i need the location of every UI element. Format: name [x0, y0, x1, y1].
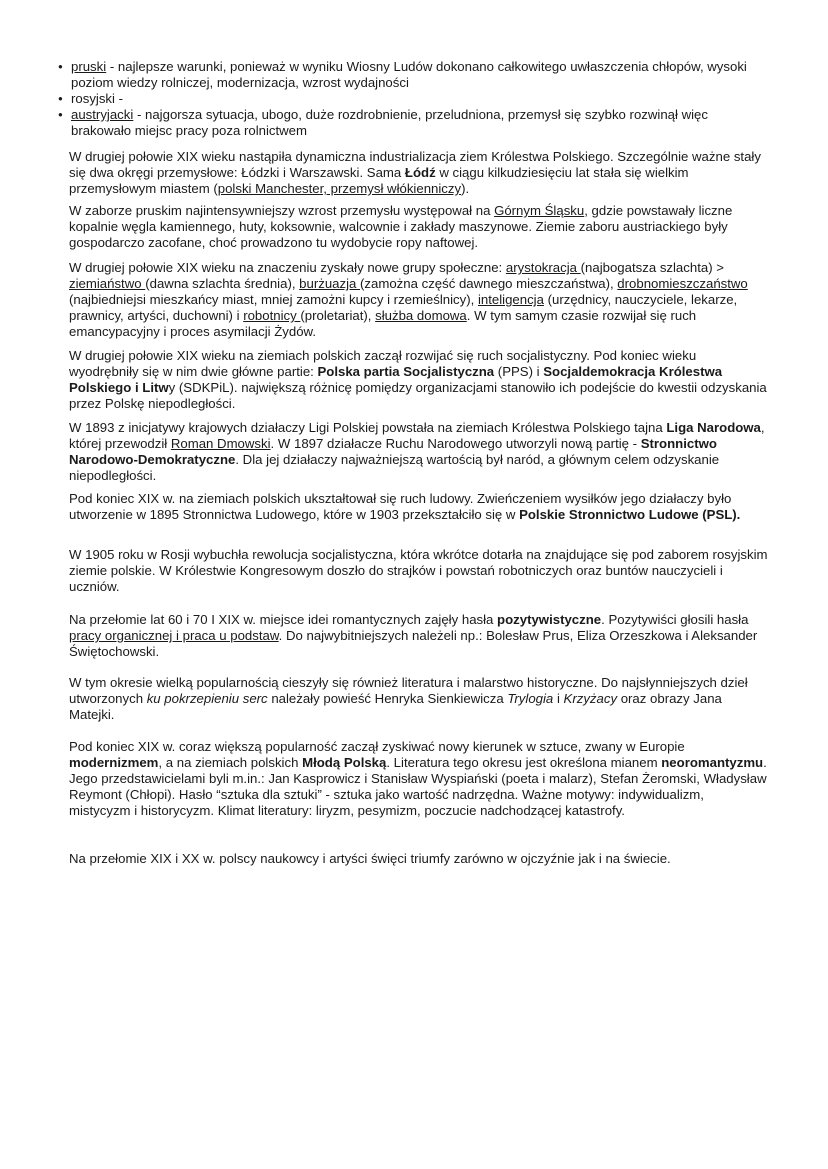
paragraph-peasant-movement: Pod koniec XIX w. na ziemiach polskich ukształtował się ruch ludowy. Zwieńczeniem wysiłków jego działaczy było utworzenie w 1895 Stronnictwa Ludowego, które w 1903 przekształciło się w Polskie Stronnictwo Ludowe (PSL).: [69, 491, 741, 522]
paragraph-prussian-industry: W zaborze pruskim najintensywniejszy wzrost przemysłu występował na Górnym Śląsku, gdzie powstawały liczne kopalnie węgla kamiennego, huty, koksownie, walcownie i zakłady maszynowe. Ziemie zaboru austriackiego były gospodarczo zacofane, choć prowadzono tu wydobycie ropy naftowej.: [69, 203, 733, 250]
paragraph-revolution-1905: W 1905 roku w Rosji wybuchła rewolucja socjalistyczna, która wkrótce dotarła na znajdujące się pod zaborem rosyjskim ziemie polskie. W Królestwie Kongresowym doszło do strajków i powstań robotniczych oraz buntów nauczycieli i uczniów.: [69, 547, 768, 594]
bullet-term: austryjacki: [71, 107, 134, 122]
paragraph-industrialization: W drugiej połowie XIX wieku nastąpiła dynamiczna industrializacja ziem Królestwa Polskiego. Szczególnie ważne stały się dwa okręgi przemysłowe: Łódzki i Warszawski. Sama Łódź w ciągu kilkudziesięciu lat stała się wielkim przemysłowym miastem (polski Manchester, przemysł włókienniczy).: [69, 149, 761, 196]
paragraph-social-groups: W drugiej połowie XIX wieku na znaczeniu zyskały nowe grupy społeczne: arystokracja (najbogatsza szlachta) > ziemiaństwo (dawna szlachta średnia), burżuazja (zamożna część dawnego mieszczaństwa), drobnomieszczaństwo (najbiedniejsi mieszkańcy miast, mniej zamożni kupcy i rzemieślnicy), inteligencja (urzędnicy, nauczyciele, lekarze, prawnicy, artyści, duchowni) i robotnicy (proletariat), służba domowa. W tym samym czasie rozwijał się ruch emancypacyjny i proces asymilacji Żydów.: [69, 260, 748, 339]
bullet-item-russian: [58, 91, 758, 107]
paragraph-socialist-movement: W drugiej połowie XIX wieku na ziemiach polskich zaczął rozwijać się ruch socjalistyczny. Pod koniec wieku wyodrębniły się w nim dwie główne partie: Polska partia Socjalistyczna (PPS) i Socjaldemokracja Królestwa Polskiego i Litwy (SDKPiL). największą różnicę pomiędzy organizacjami stanowiło ich podejście do kwestii odzyskania przez Polskę niepodległości.: [69, 348, 767, 411]
bullet-item-austrian: [58, 107, 758, 139]
bullet-text: - najgorsza sytuacja, ubogo, duże rozdrobnienie, przeludniona, przemysł się szybko rozwinął więc brakowało miejsc pracy poza rolnictwem: [71, 107, 708, 138]
bullet-text: -: [114, 91, 124, 106]
bullet-term: pruski: [71, 59, 107, 74]
bullet-item-prussian: [58, 59, 758, 91]
paragraph-turn-of-century: Na przełomie XIX i XX w. polscy naukowcy i artyści święci triumfy zarówno w ojczyźnie jak i na świecie.: [69, 851, 671, 866]
bullet-term: rosyjski: [71, 91, 115, 106]
bullet-text: - najlepsze warunki, ponieważ w wyniku Wiosny Ludów dokonano całkowitego uwłaszczenia chłopów, wysoki poziom wiedzy rolniczej, modernizacja, wzrost wydajności: [71, 59, 747, 90]
paragraph-national-league: W 1893 z inicjatywy krajowych działaczy Ligi Polskiej powstała na ziemiach Królestwa Polskiego tajna Liga Narodowa, której przewodził Roman Dmowski. W 1897 działacze Ruchu Narodowego utworzyli nową partię - Stronnictwo Narodowo-Demokratyczne. Dla jej działaczy najważniejszą wartością był naród, a głównym celem odzyskanie niepodległości.: [69, 420, 765, 483]
paragraph-historical-art: W tym okresie wielką popularnością cieszyły się również literatura i malarstwo historyczne. Do najsłynniejszych dzieł utworzonych ku pokrzepieniu serc należały powieść Henryka Sienkiewicza Trylogia i Krzyżacy oraz obrazy Jana Matejki.: [69, 675, 748, 722]
paragraph-young-poland: Pod koniec XIX w. coraz większą popularność zaczął zyskiwać nowy kierunek w sztuce, zwany w Europie modernizmem, a na ziemiach polskich Młodą Polską. Literatura tego okresu jest określona mianem neoromantyzmu. Jego przedstawicielami byli m.in.: Jan Kasprowicz i Stanisław Wyspiański (poeta i malarz), Stefan Żeromski, Władysław Reymont (Chłopi). Hasło “sztuka dla sztuki” - sztuka jako wartość nadrzędna. Ważne motywy: indywidualizm, mistycyzm i historycyzm. Klimat literatury: liryzm, pesymizm, poczucie nadchodzącej katastrofy.: [69, 739, 767, 818]
paragraph-positivism: Na przełomie lat 60 i 70 I XIX w. miejsce idei romantycznych zajęły hasła pozytywistyczne. Pozytywiści głosili hasła pracy organicznej i praca u podstaw. Do najwybitniejszych należeli np.: Bolesław Prus, Eliza Orzeszkowa i Aleksander Świętochowski.: [69, 612, 758, 659]
partition-bullet-list: [58, 59, 758, 139]
